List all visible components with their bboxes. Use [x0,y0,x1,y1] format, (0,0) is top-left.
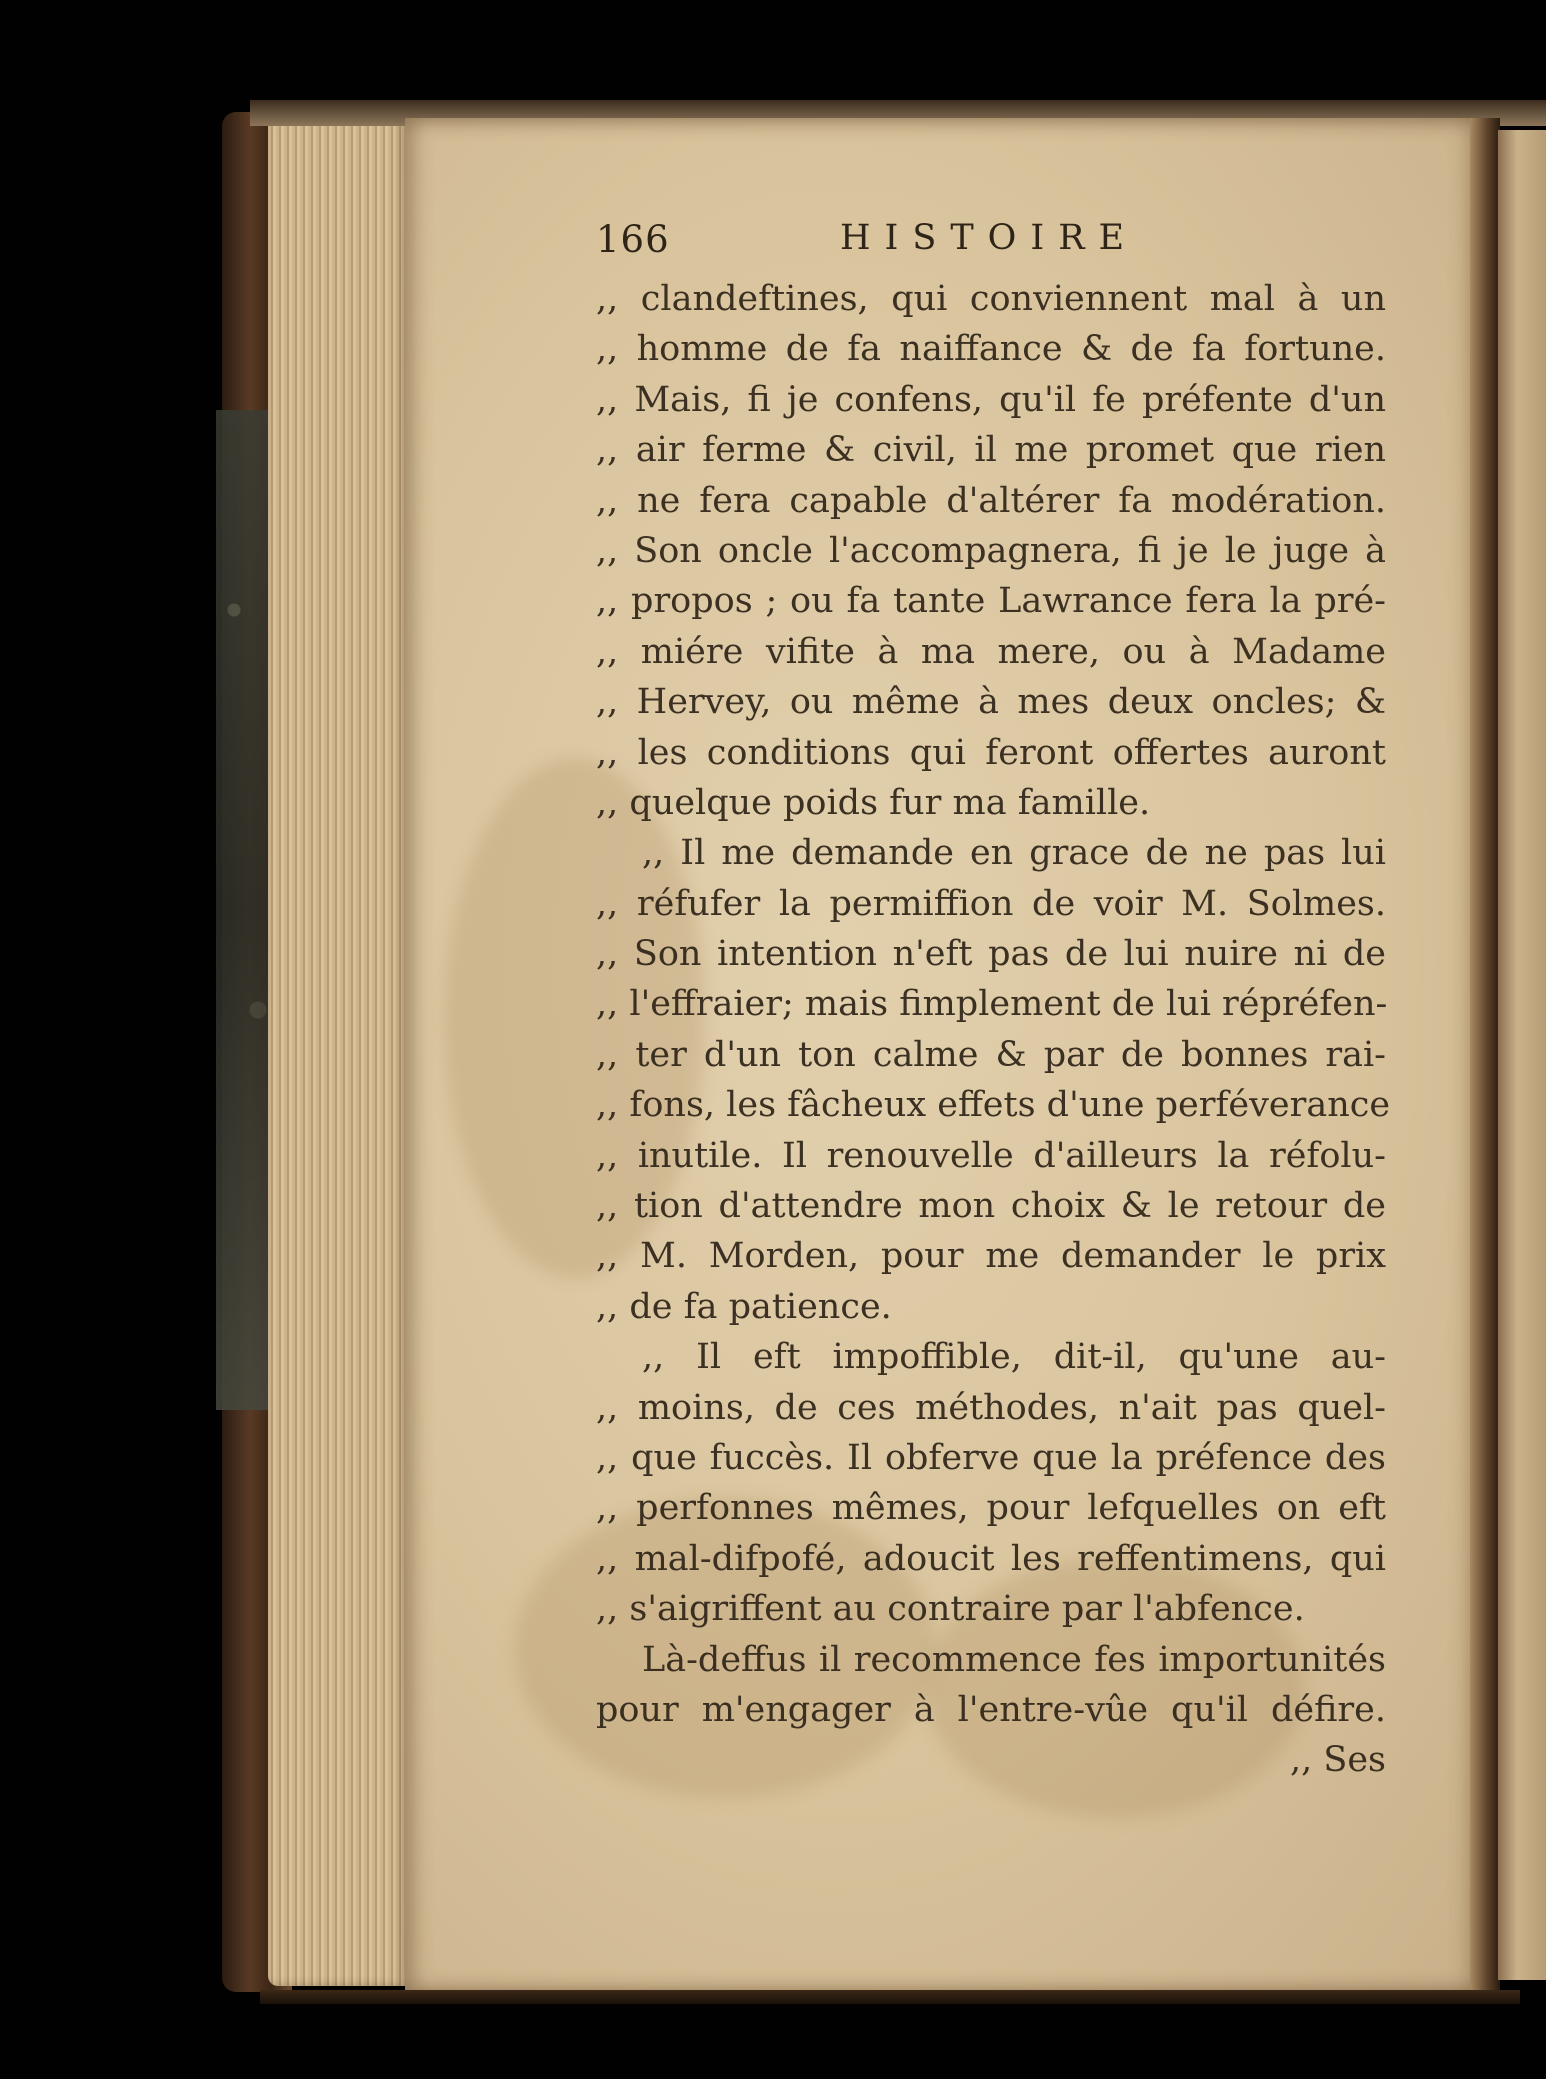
text-line: ,, M. Morden, pour me demander le prix [596,1236,1386,1277]
marbled-cover-edge [216,410,276,1410]
page-header [596,218,1386,274]
text-line: ,, Il me demande en grace de ne pas lui [642,833,1386,874]
text-line: ,, de fa patience. [596,1286,892,1327]
text-line: pour m'engager à l'entre-vûe qu'il défire. [596,1689,1386,1730]
text-line: Là-deffus il recommence fes importunités [642,1639,1386,1680]
text-line: ,, perfonnes mêmes, pour lefquelles on eft [596,1488,1386,1529]
page-text [596,218,1391,1786]
text-line: ,, clandeftines, qui conviennent mal à un [596,279,1386,319]
text-line: ,, Mais, fi je confens, qu'il fe préfente d'un [596,379,1386,420]
text-line: ,, réfufer la permiffion de voir M. Solmes. [596,883,1386,924]
page-fore-edge [268,116,408,1986]
text-line: ,, miére vifite à ma mere, ou à Madame [596,631,1386,672]
running-title: HISTOIRE [840,218,1139,258]
text-line: ,, homme de fa naiffance & de fa fortune. [596,329,1386,370]
text-line: ,, mal-difpofé, adoucit les reffentimens, qui [596,1538,1386,1579]
body-text [596,274,1391,1786]
book-gutter [1470,118,1500,1993]
text-line: ,, ter d'un ton calme & par de bonnes rai- [596,1034,1386,1075]
text-line: ,, l'effraier; mais fimplement de lui répréfen- [596,984,1388,1025]
text-line: ,, Son intention n'eft pas de lui nuire ni de [596,934,1386,975]
text-line: ,, propos ; ou fa tante Lawrance fera la pré- [596,581,1386,622]
text-line: ,, air ferme & civil, il me promet que rien [596,430,1386,471]
text-line: ,, fons, les fâcheux effets d'une perféverance [596,1085,1391,1126]
text-line: ,, que fuccès. Il obferve que la préfence des [596,1437,1386,1478]
text-line: ,, quelque poids fur ma famille. [596,782,1151,823]
text-line: ,, Son oncle l'accompagnera, fi je le juge à [596,530,1386,571]
book-bottom-edge [260,1990,1520,2004]
text-line: ,, tion d'attendre mon choix & le retour de [596,1186,1386,1227]
text-line: ,, s'aigriffent au contraire par l'abfence. [596,1589,1305,1630]
text-line: ,, inutile. Il renouvelle d'ailleurs la réfolu- [596,1135,1386,1176]
page-number: 166 [596,218,670,261]
text-line: ,, les conditions qui feront offertes auront [596,732,1386,773]
text-line: ,, ne fera capable d'altérer fa modération. [596,480,1386,521]
text-line: ,, Il eft impoffible, dit-il, qu'une au- [642,1337,1386,1378]
text-line: ,, moins, de ces méthodes, n'ait pas quel- [596,1387,1386,1428]
text-line: ,, Hervey, ou même à mes deux oncles; & [596,682,1386,723]
catchword: ,, Ses [1289,1740,1386,1781]
facing-page-sliver [1498,130,1546,1980]
